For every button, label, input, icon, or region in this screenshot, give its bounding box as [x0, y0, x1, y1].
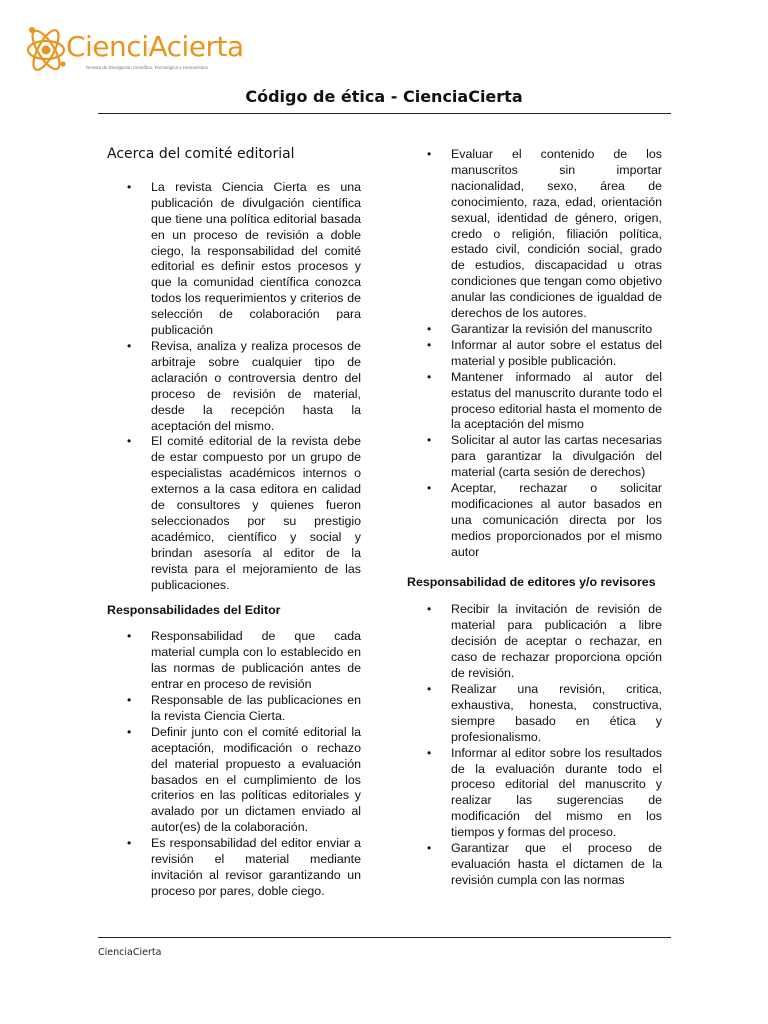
left-column: [107, 140, 361, 900]
logo-tagline: Revista de Divulgación Científica, Tecnológica y Humanística: [86, 65, 208, 70]
list-item: • Definir junto con el comité editorial la aceptación, modificación o rechazo del material propuesto a evaluación basados en el cumplimiento de los criterios en las políticas editoriales y avalado por un dictamen enviado al autor(es) de la colaboración.: [107, 725, 361, 836]
list-item: • Responsabilidad de que cada material cumpla con lo establecido en las normas de publicación antes de entrar en proceso de revisión: [107, 629, 361, 693]
list-item: • Informar al editor sobre los resultados de la evaluación durante todo el proceso editorial del manuscrito y realizar las sugerencias de modificación del mismo en los tiempos y formas del proceso.: [407, 746, 662, 841]
document-title: Código de ética - CienciaCierta: [245, 87, 523, 106]
editor-heading: Responsabilidades del Editor: [107, 603, 281, 618]
list-item: • Mantener informado al autor del estatus del manuscrito durante todo el proceso editorial hasta el momento de la aceptación del mismo: [407, 370, 662, 434]
footer-divider: [98, 937, 671, 938]
list-item: • Garantizar la revisión del manuscrito: [407, 322, 662, 338]
committee-heading: Acerca del comité editorial: [107, 146, 295, 162]
list-item: • Informar al autor sobre el estatus del material y posible publicación.: [407, 338, 662, 370]
list-item: • Recibir la invitación de revisión de material para publicación a libre decisión de aceptar o rechazar, en caso de rechazar proporciona opción de revisión.: [407, 602, 662, 682]
right-column: [407, 147, 662, 889]
logo-text: CienciAcierta: [66, 30, 244, 63]
list-item: • Realizar una revisión, critica, exhaustiva, honesta, constructiva, siempre basado en ética y profesionalismo.: [407, 682, 662, 746]
committee-list: [107, 180, 361, 594]
list-item: • Solicitar al autor las cartas necesarias para garantizar la divulgación del material (carta sesión de derechos): [407, 433, 662, 481]
list-item: • Revisa, analiza y realiza procesos de arbitraje sobre cualquier tipo de aclaración o controversia dentro del proceso de revisión de material, desde la recepción hasta la aceptación del mismo.: [107, 339, 361, 434]
list-item: • Evaluar el contenido de los manuscritos sin importar nacionalidad, sexo, área de conocimiento, raza, edad, orientación sexual, identidad de género, origen, credo o religión, filiación política, estado civil, condición social, grado de estudios, discapacidad u otras condiciones que tengan como objetivo anular las condiciones de igualdad de derechos de los autores.: [407, 147, 662, 322]
list-item: • Responsable de las publicaciones en la revista Ciencia Cierta.: [107, 693, 361, 725]
list-item: • Es responsabilidad del editor enviar a revisión el material mediante invitación al revisor garantizando un proceso por pares, doble ciego.: [107, 836, 361, 900]
list-item: • El comité editorial de la revista debe de estar compuesto por un grupo de especialistas académicos internos o externos a la casa editora en calidad de consultores y quienes fueron seleccionados por su prestigio académico, científico y social y brindan asesoría al editor de la revista para el mejoramiento de las publicaciones.: [107, 434, 361, 593]
reviewers-heading: Responsabilidad de editores y/o revisores: [407, 574, 656, 589]
list-item: • La revista Ciencia Cierta es una publicación de divulgación científica que tiene una política editorial basada en un proceso de revisión a doble ciego, la responsabilidad del comité editorial es definir estos procesos y que la comunidad científica conozca todos los requerimientos y criterios de selección de colaboración para publicación: [107, 180, 361, 339]
reviewers-list: [407, 602, 662, 888]
list-item: • Aceptar, rechazar o solicitar modificaciones al autor basados en una comunicación directa por los medios proporcionados por el mismo autor: [407, 481, 662, 561]
editor-continued-list: [407, 147, 662, 561]
atom-icon: [26, 20, 70, 76]
footer-text: CienciaCierta: [98, 947, 162, 958]
list-item: • Garantizar que el proceso de evaluación hasta el dictamen de la revisión cumpla con las normas: [407, 841, 662, 889]
editor-list: [107, 629, 361, 899]
logo: [26, 20, 246, 82]
title-divider: [98, 113, 671, 114]
